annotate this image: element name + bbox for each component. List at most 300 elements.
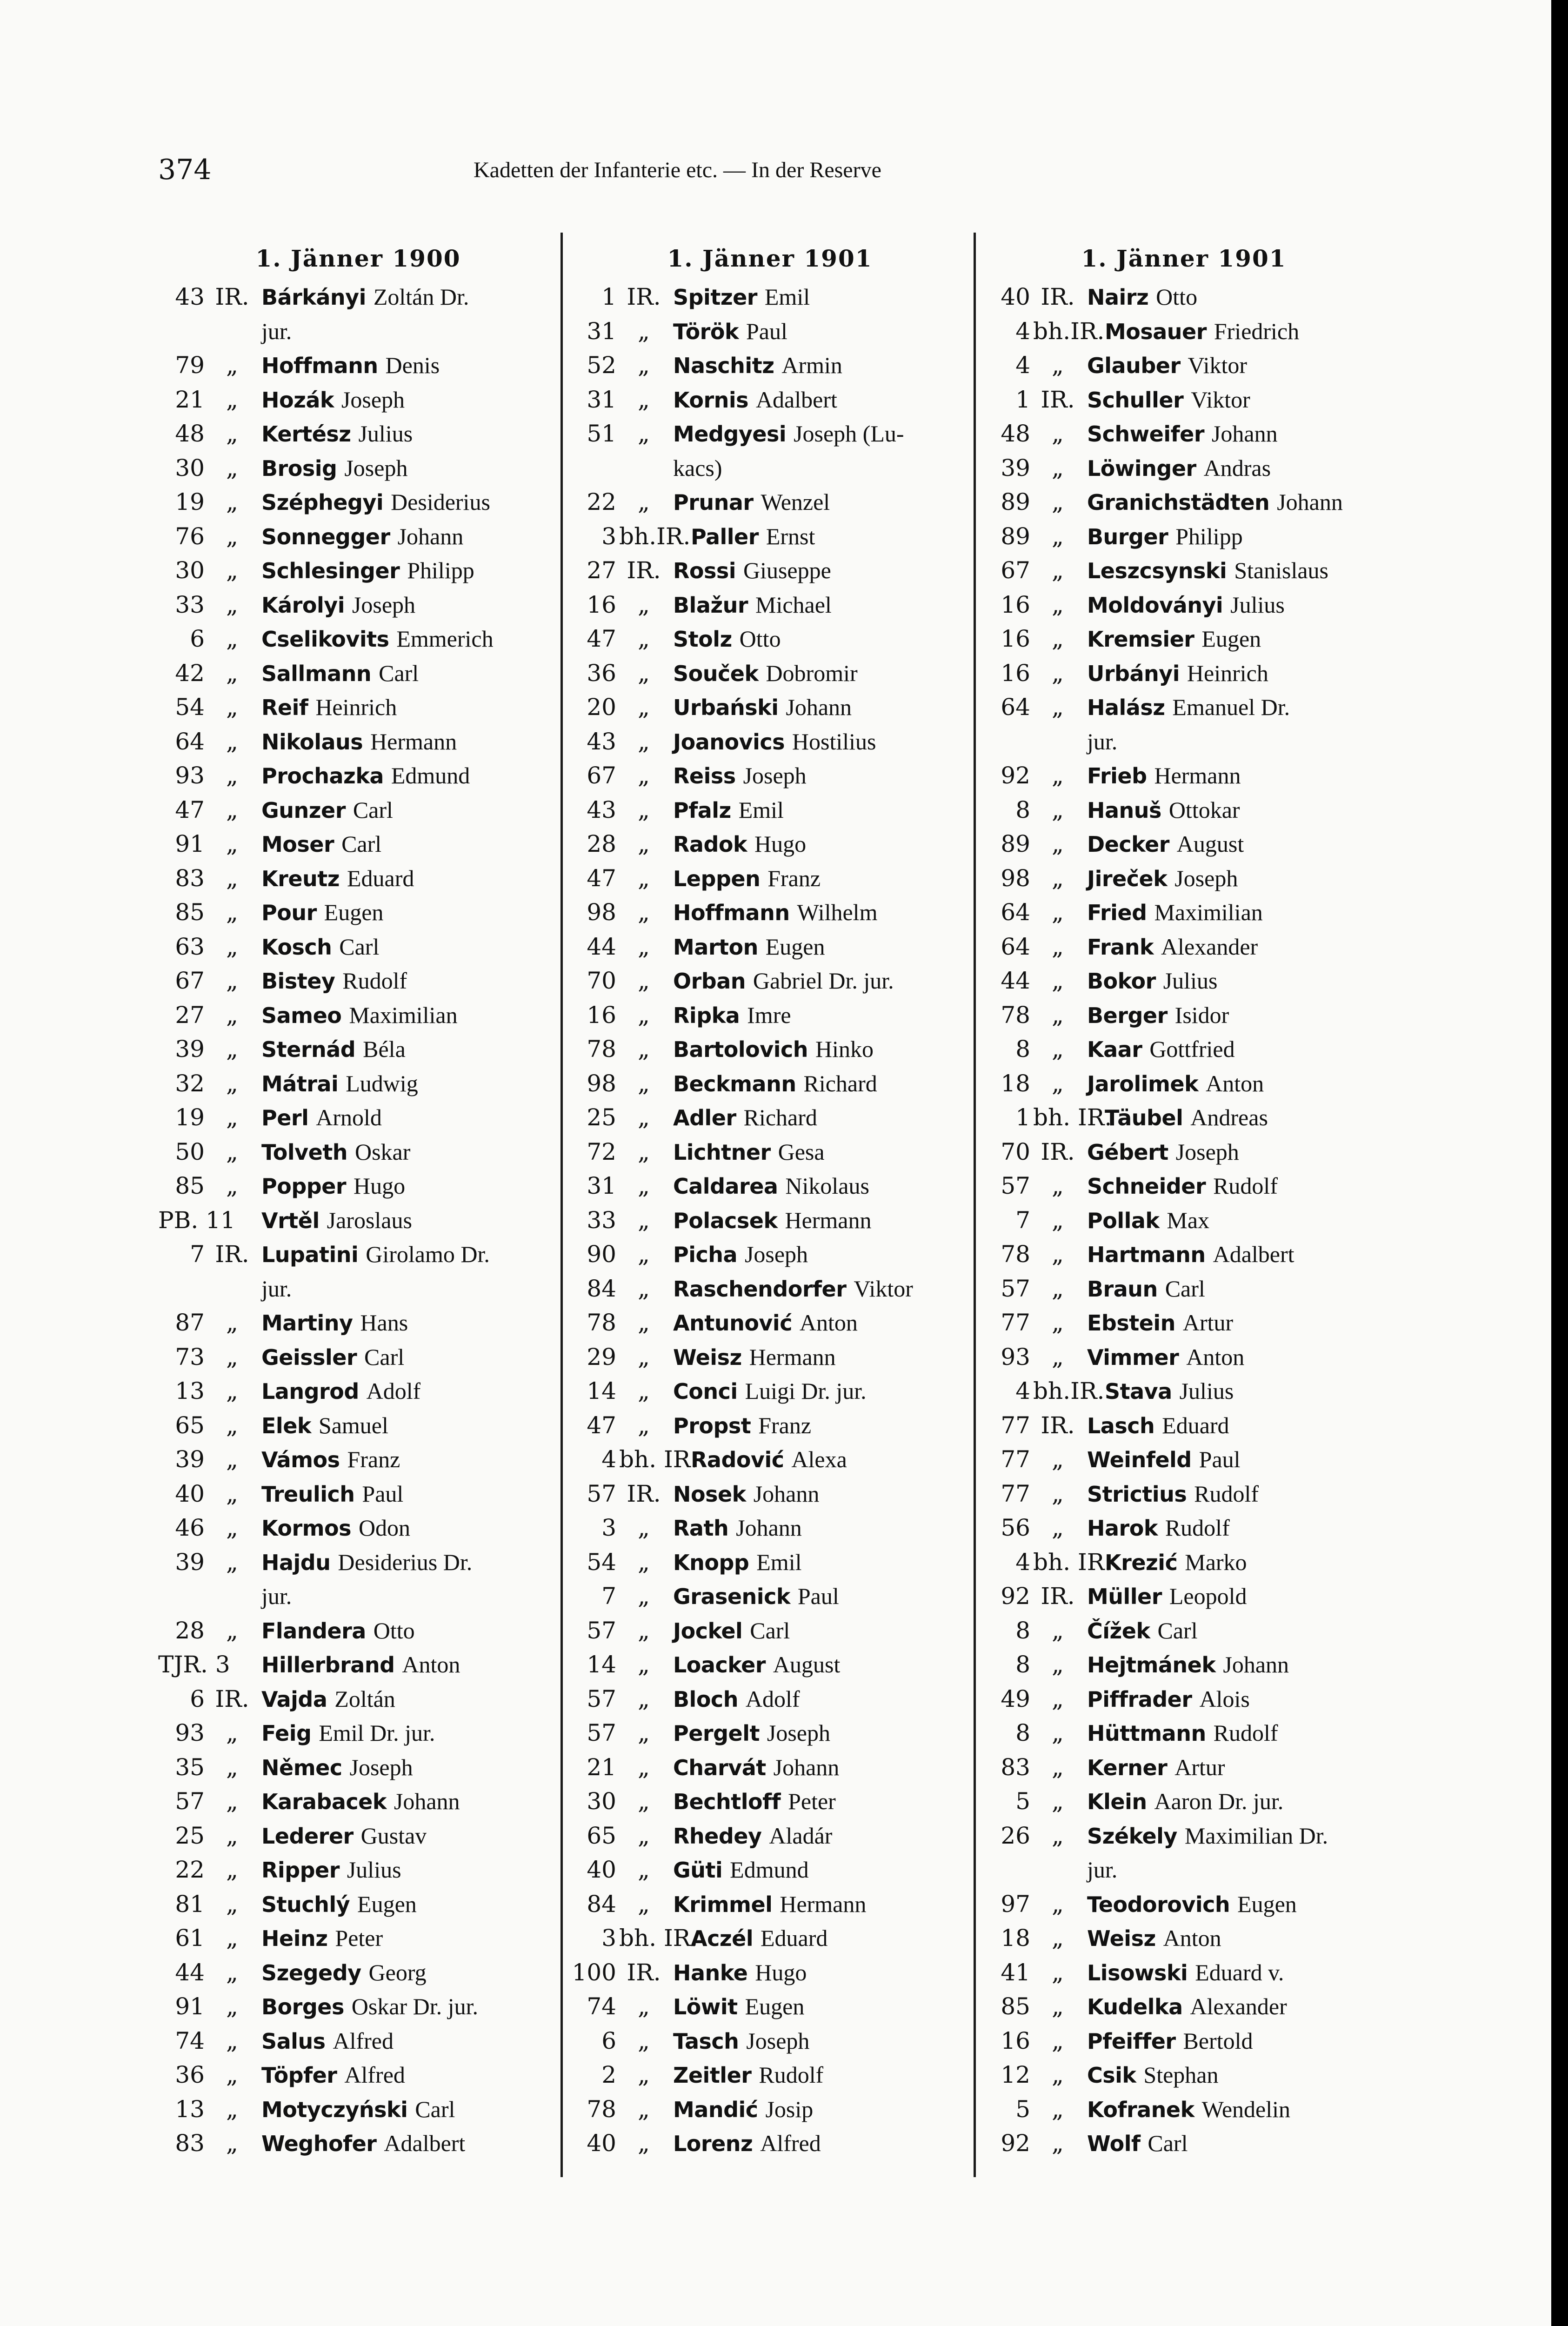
person-name <box>671 1067 877 1101</box>
entry-row <box>570 793 970 828</box>
surname: Sonnegger <box>261 524 390 549</box>
regiment-type: „ <box>1052 1480 1064 1507</box>
regiment-number: 61 <box>175 1925 205 1952</box>
regiment-number: 6 <box>190 625 205 652</box>
given-name: Alexander <box>1161 933 1258 960</box>
entry-row <box>570 2058 970 2092</box>
person-name <box>1085 930 1258 964</box>
surname: Leszcsynski <box>1087 558 1227 583</box>
regiment-number: 8 <box>1015 796 1030 823</box>
regiment-number: 81 <box>175 1890 205 1918</box>
surname: Hanuš <box>1087 797 1161 823</box>
given-name: Anton <box>1186 1343 1245 1370</box>
surname: Knopp <box>673 1550 749 1575</box>
surname: Radok <box>673 832 747 857</box>
regiment-number: 64 <box>1001 899 1030 926</box>
surname: Pollak <box>1087 1208 1160 1233</box>
given-name: Anton <box>1206 1070 1264 1096</box>
regiment-type: „ <box>638 1719 650 1746</box>
given-name: Adolf <box>745 1685 800 1712</box>
surname: Güti <box>673 1858 723 1883</box>
regiment-type: „ <box>226 1309 238 1336</box>
entry-row <box>984 964 1384 998</box>
regiment-type: „ <box>226 762 238 789</box>
person-name <box>260 1135 410 1170</box>
entry-continuation <box>984 725 1384 759</box>
surname: Töpfer <box>261 2063 337 2088</box>
regiment-type: „ <box>226 1548 238 1576</box>
entry-row <box>570 725 970 759</box>
regiment-number: 52 <box>587 352 616 379</box>
regiment-type: „ <box>638 1411 650 1439</box>
person-name <box>1085 622 1261 656</box>
regiment-type: IR. <box>215 1685 249 1712</box>
entry-continuation <box>158 314 558 349</box>
given-name: Viktor <box>1191 386 1250 413</box>
entry-row <box>158 656 558 691</box>
regiment-type: „ <box>638 317 650 345</box>
scan-edge <box>1551 0 1568 2326</box>
surname: Kertész <box>261 421 351 447</box>
surname: Székely <box>1087 1823 1177 1849</box>
given-name: Adolf <box>366 1378 421 1404</box>
entry-row <box>570 1101 970 1135</box>
given-name: Béla <box>363 1036 406 1062</box>
regiment-type: „ <box>226 1138 238 1165</box>
person-name <box>671 1409 811 1443</box>
entry-row <box>570 1921 970 1956</box>
regiment-type: „ <box>226 1890 238 1918</box>
regiment-number: 46 <box>175 1514 205 1541</box>
entry-row <box>984 622 1384 656</box>
surname: Mátrai <box>261 1071 339 1096</box>
regiment-number: 57 <box>587 1617 616 1644</box>
column-divider <box>560 233 563 2177</box>
given-name: Adalbert <box>1213 1241 1294 1267</box>
regiment-type: „ <box>1052 1925 1064 1952</box>
person-name <box>260 1169 405 1203</box>
regiment-number: 47 <box>175 796 205 823</box>
entry-row <box>570 1990 970 2024</box>
entry-row <box>984 896 1384 930</box>
person-name <box>671 1272 913 1306</box>
entry-row <box>984 1579 1384 1614</box>
person-name <box>260 656 419 691</box>
surname: Antunović <box>673 1310 792 1336</box>
surname: Heinz <box>261 1926 328 1951</box>
regiment-type: bh. IR. <box>1033 1104 1112 1131</box>
regiment-number: 54 <box>587 1548 616 1576</box>
person-name <box>1085 793 1240 828</box>
given-name: Johann <box>773 1754 840 1780</box>
regiment-number: 57 <box>175 1788 205 1815</box>
person-name <box>1085 1169 1278 1203</box>
person-name <box>671 2092 813 2127</box>
surname: Kreutz <box>261 866 340 891</box>
entry-row <box>158 1751 558 1785</box>
surname: Beckmann <box>673 1071 796 1096</box>
regiment-number: 93 <box>175 1719 205 1746</box>
regiment-type: „ <box>638 2061 650 2088</box>
regiment-number: 67 <box>175 967 205 994</box>
regiment-type: „ <box>226 591 238 618</box>
surname: Mosauer <box>1105 319 1207 344</box>
given-name: August <box>773 1651 841 1678</box>
person-name <box>1085 1956 1284 1990</box>
regiment-number: 8 <box>1015 1651 1030 1678</box>
regiment-type: „ <box>226 557 238 584</box>
surname: Grasenick <box>673 1584 790 1609</box>
column-title: 1. Jänner 1900 <box>255 245 461 272</box>
given-name: Carl <box>1148 2130 1188 2156</box>
given-name: Carl <box>750 1617 790 1644</box>
regiment-type: „ <box>638 2095 650 2123</box>
regiment-type: IR. <box>627 1480 661 1507</box>
given-name: Rudolf <box>1213 1720 1278 1746</box>
regiment-type: „ <box>1052 1172 1064 1199</box>
regiment-number: 3 <box>601 522 616 550</box>
person-name <box>260 1785 460 1819</box>
regiment-type: „ <box>1052 1788 1064 1815</box>
person-name <box>260 964 407 998</box>
given-name: Eduard <box>761 1925 828 1951</box>
person-name <box>260 1443 400 1477</box>
entry-row <box>570 520 970 554</box>
given-name: Rudolf <box>1194 1480 1259 1507</box>
regiment-number: 64 <box>175 728 205 755</box>
regiment-number: 22 <box>175 1856 205 1883</box>
regiment-number: 8 <box>1015 1719 1030 1746</box>
regiment-number: 92 <box>1001 2130 1030 2157</box>
regiment-number: 54 <box>175 694 205 721</box>
entry-row <box>570 554 970 588</box>
entry-row <box>158 554 558 588</box>
surname: Granichstädten <box>1087 490 1270 515</box>
regiment-type: „ <box>638 1275 650 1302</box>
entry-row <box>984 1648 1384 1682</box>
surname: Ripka <box>673 1003 740 1028</box>
entry-row <box>984 554 1384 588</box>
person-name <box>1085 2024 1253 2059</box>
regiment-type: „ <box>226 454 238 481</box>
entry-row <box>158 1956 558 1990</box>
given-name: Alfred <box>333 2027 394 2054</box>
regiment-type: „ <box>638 2130 650 2157</box>
regiment-number: 77 <box>1001 1309 1030 1336</box>
regiment-type: „ <box>1052 1617 1064 1644</box>
regiment-number: 78 <box>1001 1001 1030 1029</box>
regiment-type: „ <box>638 1309 650 1336</box>
person-name <box>1085 1340 1244 1375</box>
given-name: Carl <box>379 660 419 686</box>
person-name <box>1085 1614 1198 1648</box>
entry-row <box>158 2092 558 2127</box>
regiment-number: 48 <box>1001 420 1030 447</box>
surname: Kornis <box>673 387 749 413</box>
regiment-type: „ <box>1052 933 1064 960</box>
regiment-type: „ <box>1052 557 1064 584</box>
regiment-number: 30 <box>175 454 205 481</box>
person-name <box>260 1340 404 1375</box>
person-name <box>671 417 904 451</box>
person-name <box>260 2024 394 2059</box>
regiment-type: „ <box>1052 352 1064 379</box>
regiment-type: „ <box>1052 1241 1064 1268</box>
person-name <box>671 2058 823 2092</box>
given-name: Philipp <box>407 557 474 583</box>
given-name: Emil Dr. jur. <box>319 1720 435 1746</box>
surname: Vrtěl <box>261 1208 320 1233</box>
surname: Teodorovich <box>1087 1892 1230 1917</box>
regiment-number: 33 <box>587 1206 616 1234</box>
entry-row <box>158 1648 558 1682</box>
regiment-type: IR. <box>1041 283 1075 310</box>
entry-row <box>984 656 1384 691</box>
regiment-number: 77 <box>1001 1446 1030 1473</box>
person-name <box>1085 451 1271 486</box>
regiment-type: IR. <box>627 283 661 310</box>
regiment-number: 84 <box>587 1275 616 1302</box>
surname: Müller <box>1087 1584 1162 1609</box>
surname: Lederer <box>261 1823 354 1849</box>
person-name <box>1085 2058 1219 2092</box>
given-name: Nikolaus <box>785 1173 869 1199</box>
person-name <box>671 588 832 622</box>
page-number: 374 <box>158 154 212 186</box>
regiment-type: „ <box>638 1685 650 1712</box>
entry-row <box>984 2058 1384 2092</box>
regiment-number: 1 <box>1015 1104 1030 1131</box>
given-name: Carl <box>415 2096 455 2122</box>
regiment-type: „ <box>226 1480 238 1507</box>
person-name <box>260 1887 417 1922</box>
regiment-number: 89 <box>1001 522 1030 550</box>
given-name: jur. <box>1087 728 1118 755</box>
given-name: Carl <box>353 796 393 823</box>
regiment-type: „ <box>226 864 238 892</box>
regiment-type: „ <box>1052 454 1064 481</box>
surname: Geissler <box>261 1344 357 1370</box>
regiment-number: 16 <box>587 591 616 618</box>
given-name: Julius <box>1179 1378 1234 1404</box>
given-name: Rudolf <box>1213 1173 1278 1199</box>
entry-row <box>984 1751 1384 1785</box>
entry-row <box>570 964 970 998</box>
regiment-number: 8 <box>1015 1036 1030 1063</box>
given-name: Eugen <box>1201 626 1261 652</box>
regiment-number: 44 <box>175 1958 205 1986</box>
regiment-type: „ <box>226 1788 238 1815</box>
given-name: Bertold <box>1183 2027 1253 2054</box>
person-name <box>260 1032 406 1067</box>
person-name <box>260 725 457 759</box>
regiment-number: 8 <box>1015 1617 1030 1644</box>
column-1901-a <box>570 237 970 2172</box>
surname: Martiny <box>261 1310 353 1336</box>
person-name <box>1085 1887 1297 1922</box>
person-name <box>1085 1306 1233 1340</box>
regiment-number: 84 <box>587 1890 616 1918</box>
regiment-number: 1 <box>601 283 616 310</box>
regiment-number: 29 <box>587 1343 616 1370</box>
entry-list <box>158 280 558 2161</box>
running-title: Kadetten der Infanterie etc. — In der Reserve <box>474 158 881 182</box>
regiment-number: 47 <box>587 625 616 652</box>
regiment-type: „ <box>638 1001 650 1029</box>
surname: Flandera <box>261 1618 366 1644</box>
given-name: Oskar <box>354 1138 411 1165</box>
regiment-number: 16 <box>587 1001 616 1029</box>
regiment-type: IR. <box>1041 1411 1075 1439</box>
surname: Loacker <box>673 1652 766 1678</box>
regiment-type: „ <box>638 830 650 857</box>
entry-row <box>570 656 970 691</box>
person-name <box>1085 1067 1264 1101</box>
person-name <box>260 1409 388 1443</box>
surname: Széphegyi <box>261 490 384 515</box>
person-name <box>1085 1648 1289 1682</box>
regiment-type: „ <box>226 1343 238 1370</box>
regiment-number: 39 <box>175 1036 205 1063</box>
entry-row <box>570 862 970 896</box>
surname: Reif <box>261 695 308 720</box>
entry-row <box>570 1819 970 1853</box>
regiment-number: 42 <box>175 659 205 687</box>
given-name: Desiderius <box>391 489 490 515</box>
entry-row <box>570 998 970 1033</box>
entry-row <box>158 2126 558 2161</box>
person-name <box>260 1853 401 1887</box>
person-name <box>671 2126 821 2161</box>
regiment-number: 4 <box>1015 1548 1030 1576</box>
regiment-type: „ <box>226 488 238 515</box>
given-name: Andreas <box>1190 1104 1268 1130</box>
regiment-type: „ <box>638 488 650 515</box>
given-name: Carl <box>1165 1275 1205 1302</box>
given-name: Max <box>1167 1207 1210 1233</box>
entry-row <box>570 1956 970 1990</box>
surname: Kofranek <box>1087 2097 1194 2122</box>
regiment-type: „ <box>1052 864 1064 892</box>
person-name <box>260 383 405 417</box>
person-name <box>1085 1921 1221 1956</box>
entry-row <box>984 793 1384 828</box>
regiment-type: „ <box>1052 2130 1064 2157</box>
entry-row <box>158 2024 558 2059</box>
surname: Tolveth <box>261 1139 348 1165</box>
entry-row <box>158 383 558 417</box>
given-name: Eugen <box>1237 1891 1297 1917</box>
given-name: Eduard v. <box>1195 1959 1284 1985</box>
entry-row <box>158 622 558 656</box>
given-name: Otto <box>739 626 781 652</box>
given-name: Giuseppe <box>743 557 831 583</box>
given-name: Franz <box>347 1446 400 1472</box>
person-name <box>671 1340 836 1375</box>
given-name: Richard <box>743 1104 817 1130</box>
given-name: Eugen <box>745 1993 805 2019</box>
regiment-number: 5 <box>1015 2095 1030 2123</box>
given-name: Maximilian Dr. <box>1184 1822 1328 1849</box>
regiment-type: „ <box>638 1788 650 1815</box>
regiment-number: 40 <box>587 2130 616 2157</box>
regiment-type: „ <box>1052 762 1064 789</box>
regiment-number: 12 <box>1001 2061 1030 2088</box>
surname: Kormos <box>261 1516 352 1541</box>
regiment-type: „ <box>638 1753 650 1781</box>
given-name: Friedrich <box>1214 318 1300 344</box>
given-name: Carl <box>1157 1617 1198 1644</box>
surname: Borges <box>261 1994 344 2019</box>
regiment-type: „ <box>1052 1069 1064 1097</box>
regiment-type: „ <box>638 1138 650 1165</box>
surname: Frank <box>1087 934 1154 960</box>
surname: Halász <box>1087 695 1165 720</box>
given-name: kacs) <box>673 455 722 481</box>
regiment-number: 27 <box>175 1001 205 1029</box>
given-name: Eugen <box>324 899 384 925</box>
regiment-number: 47 <box>587 1411 616 1439</box>
entry-row <box>984 1340 1384 1375</box>
person-name <box>260 1579 292 1614</box>
regiment-number: 7 <box>190 1241 205 1268</box>
regiment-type: „ <box>226 1958 238 1986</box>
person-name <box>671 1853 809 1887</box>
person-name <box>1085 1237 1294 1272</box>
surname: Raschendorfer <box>673 1276 847 1302</box>
given-name: Joseph <box>744 1241 808 1267</box>
regiment-type: „ <box>1052 1993 1064 2020</box>
entry-row <box>158 348 558 383</box>
given-name: Hermann <box>749 1343 836 1370</box>
regiment-number: 78 <box>587 1309 616 1336</box>
person-name <box>1103 1374 1234 1409</box>
entry-row <box>158 1853 558 1887</box>
person-name <box>671 1237 808 1272</box>
given-name: Gabriel Dr. jur. <box>753 968 894 994</box>
entry-row <box>984 2126 1384 2161</box>
regiment-number: 16 <box>1001 2027 1030 2054</box>
column-1901-b <box>984 237 1384 2172</box>
regiment-type: „ <box>638 1651 650 1678</box>
person-name <box>1085 1032 1235 1067</box>
entry-row <box>570 1032 970 1067</box>
person-name <box>1085 2126 1188 2161</box>
entry-row <box>984 1101 1384 1135</box>
regiment-type: „ <box>638 864 650 892</box>
given-name: Stephan <box>1143 2062 1219 2088</box>
regiment-type: „ <box>638 967 650 994</box>
person-name <box>260 1067 418 1101</box>
surname: Weinfeld <box>1087 1447 1192 1472</box>
regiment-number: 30 <box>587 1788 616 1815</box>
surname: Rhedey <box>673 1823 762 1849</box>
person-name <box>1085 1751 1225 1785</box>
surname: Löwit <box>673 1994 738 2019</box>
regiment-number: 21 <box>175 386 205 413</box>
surname: Karabacek <box>261 1789 387 1814</box>
regiment-number: 41 <box>1001 1958 1030 1986</box>
person-name <box>1085 1409 1229 1443</box>
regiment-number: 7 <box>601 1583 616 1610</box>
person-name <box>1085 862 1238 896</box>
regiment-number: 77 <box>1001 1411 1030 1439</box>
regiment-number: 31 <box>587 1172 616 1199</box>
person-name <box>671 1785 836 1819</box>
regiment-number: 57 <box>587 1719 616 1746</box>
person-name <box>260 930 379 964</box>
given-name: Hostilius <box>792 728 876 755</box>
